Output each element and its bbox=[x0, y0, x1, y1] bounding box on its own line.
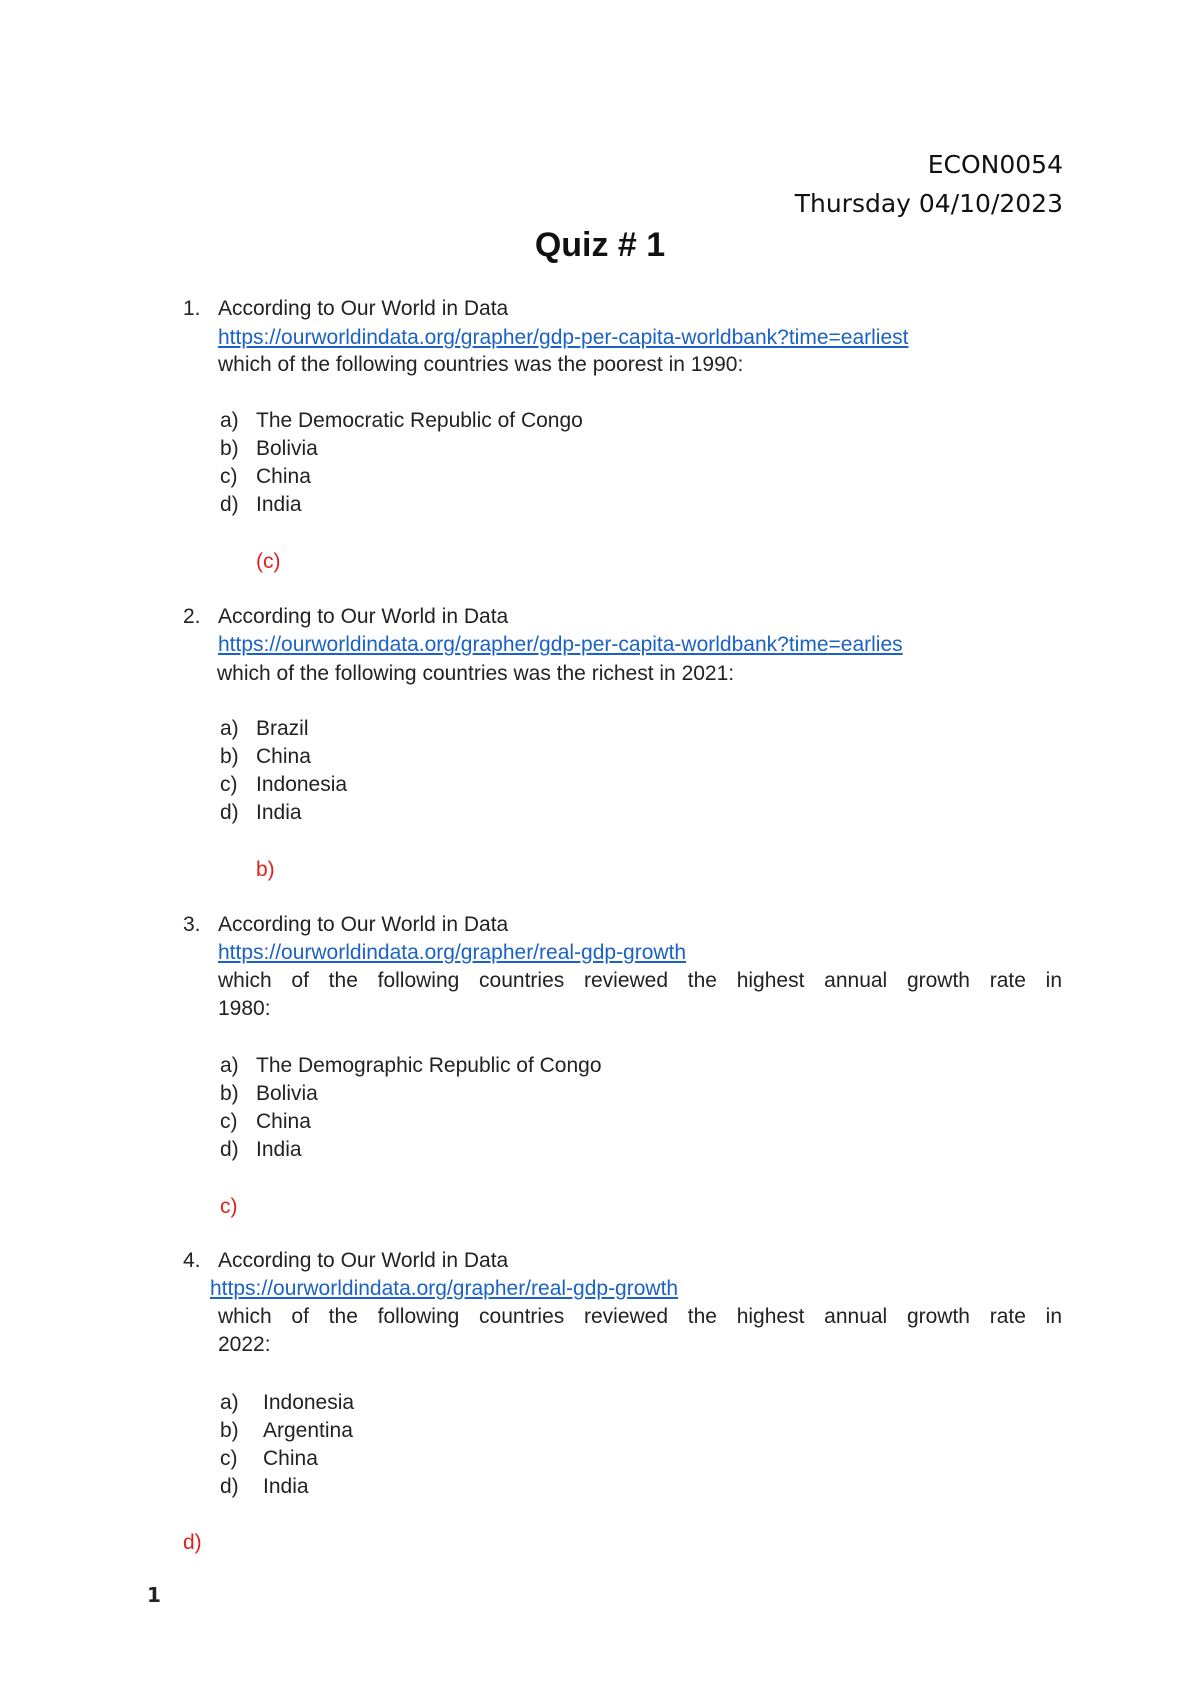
option-text: Indonesia bbox=[256, 773, 348, 796]
option-letter: b) bbox=[220, 745, 239, 768]
source-link[interactable]: https://ourworldindata.org/grapher/gdp-per-capita-worldbank?time=earliest bbox=[218, 326, 909, 349]
question-number: 4. bbox=[183, 1249, 201, 1272]
question-number: 2. bbox=[183, 605, 201, 628]
option-text: Argentina bbox=[263, 1419, 353, 1442]
option-text: China bbox=[256, 745, 311, 768]
option-text: Bolivia bbox=[256, 437, 318, 460]
option-text: India bbox=[256, 1138, 302, 1161]
option-letter: d) bbox=[220, 493, 239, 516]
option-letter: c) bbox=[220, 465, 238, 488]
source-link[interactable]: https://ourworldindata.org/grapher/real-gdp-growth bbox=[210, 1277, 679, 1300]
option-text: The Demographic Republic of Congo bbox=[256, 1054, 602, 1077]
answer-key: b) bbox=[256, 858, 275, 881]
option-text: The Democratic Republic of Congo bbox=[256, 409, 583, 432]
option-text: China bbox=[256, 465, 311, 488]
option-letter: a) bbox=[220, 409, 239, 432]
option-letter: c) bbox=[220, 1447, 238, 1470]
option-text: China bbox=[263, 1447, 318, 1470]
question-intro: According to Our World in Data bbox=[218, 297, 509, 320]
question-text: which of the following countries was the poorest in 1990: bbox=[218, 353, 744, 376]
option-text: India bbox=[256, 801, 302, 824]
option-letter: a) bbox=[220, 1054, 239, 1077]
answer-key: d) bbox=[183, 1531, 202, 1554]
answer-key: (c) bbox=[256, 550, 281, 573]
option-text: China bbox=[256, 1110, 311, 1133]
source-link[interactable]: https://ourworldindata.org/grapher/real-gdp-growth bbox=[218, 941, 687, 964]
page-number: 1 bbox=[147, 1583, 161, 1607]
course-code: ECON0054 bbox=[927, 150, 1063, 179]
question-text-cont: 1980: bbox=[218, 997, 271, 1020]
option-letter: a) bbox=[220, 717, 239, 740]
option-letter: d) bbox=[220, 801, 239, 824]
option-letter: a) bbox=[220, 1391, 239, 1414]
question-intro: According to Our World in Data bbox=[218, 913, 509, 936]
question-intro: According to Our World in Data bbox=[218, 1249, 509, 1272]
question-text: which of the following countries reviewed the highest annual growth rate in bbox=[218, 1305, 1062, 1328]
question-text-cont: 2022: bbox=[218, 1333, 271, 1356]
question-number: 1. bbox=[183, 297, 201, 320]
option-text: India bbox=[263, 1475, 309, 1498]
option-text: Indonesia bbox=[263, 1391, 355, 1414]
option-letter: d) bbox=[220, 1475, 239, 1498]
option-text: Brazil bbox=[256, 717, 309, 740]
option-letter: c) bbox=[220, 773, 238, 796]
option-letter: c) bbox=[220, 1110, 238, 1133]
question-number: 3. bbox=[183, 913, 201, 936]
question-text: which of the following countries was the richest in 2021: bbox=[217, 662, 735, 685]
option-text: India bbox=[256, 493, 302, 516]
answer-key: c) bbox=[220, 1195, 238, 1218]
option-letter: b) bbox=[220, 1082, 239, 1105]
quiz-date: Thursday 04/10/2023 bbox=[794, 189, 1063, 218]
question-intro: According to Our World in Data bbox=[218, 605, 509, 628]
option-letter: b) bbox=[220, 437, 239, 460]
page-title: Quiz # 1 bbox=[534, 226, 666, 264]
source-link[interactable]: https://ourworldindata.org/grapher/gdp-per-capita-worldbank?time=earlies bbox=[218, 633, 903, 656]
option-letter: b) bbox=[220, 1419, 239, 1442]
option-text: Bolivia bbox=[256, 1082, 318, 1105]
option-letter: d) bbox=[220, 1138, 239, 1161]
question-text: which of the following countries reviewed the highest annual growth rate in bbox=[218, 969, 1062, 992]
